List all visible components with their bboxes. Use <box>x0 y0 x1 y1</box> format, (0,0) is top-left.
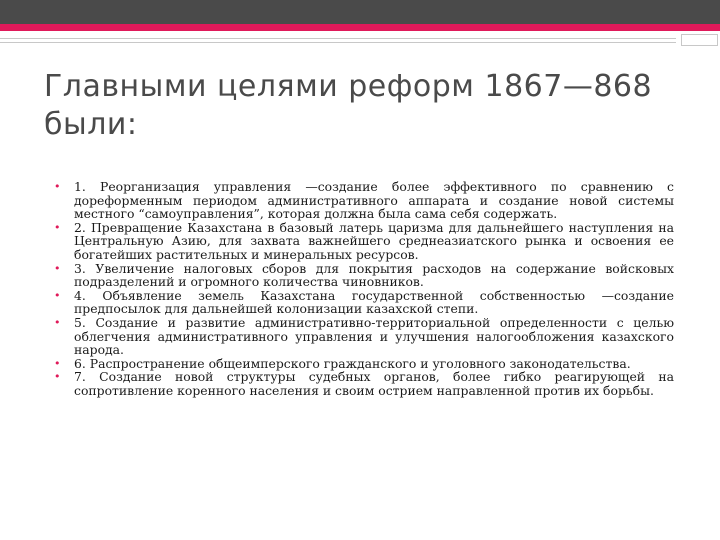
list-item-text: 4. Объявление земель Казахстана государственной собственностью —создание предпосылок для дальнейшей колонизации казахской степи. <box>74 287 674 317</box>
list-item <box>54 289 674 316</box>
bullet-icon: • <box>54 180 61 193</box>
bullet-icon: • <box>54 370 61 384</box>
list-item <box>54 180 674 221</box>
bullet-icon: • <box>54 315 61 329</box>
accent-stripe <box>0 24 720 31</box>
list-item <box>54 370 674 397</box>
list-item-text: 6. Распространение общеимперского гражданского и уголовного законодательства. <box>74 355 631 371</box>
slide-title: Главными целями реформ 1867—868 были: <box>44 69 653 142</box>
list-item-text: 7. Создание новой структуры судебных органов, более гибко реагирующей на сопротивление коренного населения и своим острием направленной против их борьбы. <box>74 369 674 398</box>
list-item <box>54 262 674 289</box>
list-item-text: 2. Превращение Казахстана в базовый латерь царизма для дальнейшего наступления на Центральную Азию, для захвата важнейшего среднеазиатского рынка и освоения ее богатейших растительных и минеральных ресурсов. <box>74 219 674 262</box>
bullet-icon: • <box>54 288 61 302</box>
list-item-text: 1. Реорганизация управления —создание более эффективного по сравнению с дореформенным периодом административного аппарата и создание новой системы местного “самоуправления”, которая должна была сама себя содержать. <box>74 179 674 222</box>
bullet-icon: • <box>54 356 61 370</box>
list-item <box>54 316 674 357</box>
list-item <box>54 357 674 371</box>
list-item-text: 3. Увеличение налоговых сборов для покрытия расходов на содержание войсковых подразделений и огромного количества чиновников. <box>74 260 674 290</box>
bullet-icon: • <box>54 220 61 234</box>
divider-line-top <box>0 38 676 39</box>
divider-line-bottom <box>0 42 676 43</box>
goals-list <box>54 180 674 398</box>
list-item <box>54 221 674 262</box>
corner-decoration <box>681 34 718 46</box>
top-header-bar <box>0 0 720 24</box>
list-item-text: 5. Создание и развитие административно-территориальной определенности с целью облегчения административного управления и улучшения налогообложения казахского народа. <box>74 314 674 358</box>
bullet-icon: • <box>54 261 61 275</box>
